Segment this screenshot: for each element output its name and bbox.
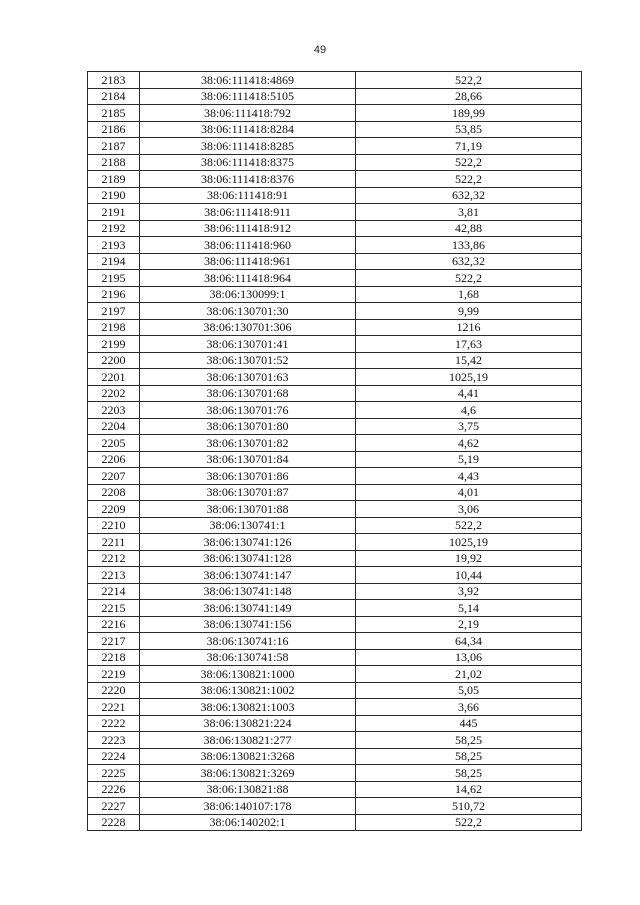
value-cell: 2,19 xyxy=(356,616,582,633)
cadastral-number-cell: 38:06:130701:68 xyxy=(140,385,356,402)
table-row xyxy=(88,517,582,534)
table-row xyxy=(88,699,582,716)
table-row xyxy=(88,352,582,369)
table-row xyxy=(88,171,582,188)
cadastral-number-cell: 38:06:130741:128 xyxy=(140,550,356,567)
row-number-cell: 2196 xyxy=(88,286,140,303)
row-number-cell: 2214 xyxy=(88,583,140,600)
table-row xyxy=(88,715,582,732)
cadastral-number-cell: 38:06:130701:30 xyxy=(140,303,356,320)
row-number-cell: 2209 xyxy=(88,501,140,518)
table-row xyxy=(88,105,582,122)
row-number-cell: 2183 xyxy=(88,72,140,89)
value-cell: 1025,19 xyxy=(356,534,582,551)
table-row xyxy=(88,319,582,336)
value-cell: 15,42 xyxy=(356,352,582,369)
value-cell: 445 xyxy=(356,715,582,732)
cadastral-number-cell: 38:06:130701:86 xyxy=(140,468,356,485)
row-number-cell: 2228 xyxy=(88,814,140,831)
table-row xyxy=(88,765,582,782)
row-number-cell: 2218 xyxy=(88,649,140,666)
row-number-cell: 2192 xyxy=(88,220,140,237)
row-number-cell: 2190 xyxy=(88,187,140,204)
value-cell: 19,92 xyxy=(356,550,582,567)
row-number-cell: 2204 xyxy=(88,418,140,435)
table-row xyxy=(88,666,582,683)
table-row xyxy=(88,534,582,551)
cadastral-number-cell: 38:06:111418:5105 xyxy=(140,88,356,105)
row-number-cell: 2194 xyxy=(88,253,140,270)
value-cell: 5,19 xyxy=(356,451,582,468)
table-row xyxy=(88,253,582,270)
table-row xyxy=(88,732,582,749)
row-number-cell: 2226 xyxy=(88,781,140,798)
cadastral-number-cell: 38:06:130701:84 xyxy=(140,451,356,468)
value-cell: 522,2 xyxy=(356,814,582,831)
table-row xyxy=(88,583,582,600)
value-cell: 4,62 xyxy=(356,435,582,452)
table-row xyxy=(88,270,582,287)
cadastral-number-cell: 38:06:111418:91 xyxy=(140,187,356,204)
table-row xyxy=(88,649,582,666)
cadastral-number-cell: 38:06:130701:306 xyxy=(140,319,356,336)
value-cell: 3,75 xyxy=(356,418,582,435)
cadastral-number-cell: 38:06:130821:88 xyxy=(140,781,356,798)
table-row xyxy=(88,600,582,617)
value-cell: 4,41 xyxy=(356,385,582,402)
table-row xyxy=(88,369,582,386)
row-number-cell: 2221 xyxy=(88,699,140,716)
row-number-cell: 2207 xyxy=(88,468,140,485)
value-cell: 14,62 xyxy=(356,781,582,798)
cadastral-number-cell: 38:06:130701:87 xyxy=(140,484,356,501)
table-row xyxy=(88,550,582,567)
row-number-cell: 2189 xyxy=(88,171,140,188)
cadastral-number-cell: 38:06:130701:76 xyxy=(140,402,356,419)
row-number-cell: 2191 xyxy=(88,204,140,221)
row-number-cell: 2206 xyxy=(88,451,140,468)
table-row xyxy=(88,501,582,518)
value-cell: 64,34 xyxy=(356,633,582,650)
cadastral-number-cell: 38:06:111418:911 xyxy=(140,204,356,221)
value-cell: 71,19 xyxy=(356,138,582,155)
cadastral-number-cell: 38:06:130741:149 xyxy=(140,600,356,617)
cadastral-number-cell: 38:06:130821:1003 xyxy=(140,699,356,716)
row-number-cell: 2198 xyxy=(88,319,140,336)
table-row xyxy=(88,633,582,650)
value-cell: 632,32 xyxy=(356,187,582,204)
row-number-cell: 2202 xyxy=(88,385,140,402)
cadastral-number-cell: 38:06:111418:961 xyxy=(140,253,356,270)
row-number-cell: 2211 xyxy=(88,534,140,551)
value-cell: 133,86 xyxy=(356,237,582,254)
table-row xyxy=(88,121,582,138)
table-row xyxy=(88,748,582,765)
value-cell: 5,05 xyxy=(356,682,582,699)
cadastral-number-cell: 38:06:130701:41 xyxy=(140,336,356,353)
value-cell: 522,2 xyxy=(356,154,582,171)
row-number-cell: 2186 xyxy=(88,121,140,138)
cadastral-number-cell: 38:06:111418:960 xyxy=(140,237,356,254)
value-cell: 53,85 xyxy=(356,121,582,138)
table-row xyxy=(88,336,582,353)
value-cell: 58,25 xyxy=(356,748,582,765)
cadastral-number-cell: 38:06:130821:1002 xyxy=(140,682,356,699)
value-cell: 3,81 xyxy=(356,204,582,221)
row-number-cell: 2197 xyxy=(88,303,140,320)
cadastral-number-cell: 38:06:130701:52 xyxy=(140,352,356,369)
row-number-cell: 2225 xyxy=(88,765,140,782)
cadastral-number-cell: 38:06:130821:224 xyxy=(140,715,356,732)
row-number-cell: 2187 xyxy=(88,138,140,155)
row-number-cell: 2213 xyxy=(88,567,140,584)
value-cell: 42,88 xyxy=(356,220,582,237)
value-cell: 522,2 xyxy=(356,72,582,89)
table-row xyxy=(88,468,582,485)
table-row xyxy=(88,798,582,815)
cadastral-number-cell: 38:06:130701:80 xyxy=(140,418,356,435)
row-number-cell: 2199 xyxy=(88,336,140,353)
cadastral-table xyxy=(87,71,582,831)
table-row xyxy=(88,451,582,468)
cadastral-number-cell: 38:06:130741:16 xyxy=(140,633,356,650)
cadastral-number-cell: 38:06:140202:1 xyxy=(140,814,356,831)
row-number-cell: 2203 xyxy=(88,402,140,419)
table-body xyxy=(88,72,582,831)
table-row xyxy=(88,418,582,435)
value-cell: 3,92 xyxy=(356,583,582,600)
cadastral-number-cell: 38:06:130821:1000 xyxy=(140,666,356,683)
value-cell: 4,01 xyxy=(356,484,582,501)
value-cell: 58,25 xyxy=(356,765,582,782)
value-cell: 28,66 xyxy=(356,88,582,105)
table-row xyxy=(88,484,582,501)
table-row xyxy=(88,814,582,831)
row-number-cell: 2220 xyxy=(88,682,140,699)
row-number-cell: 2188 xyxy=(88,154,140,171)
table-row xyxy=(88,72,582,89)
cadastral-number-cell: 38:06:130821:3269 xyxy=(140,765,356,782)
value-cell: 189,99 xyxy=(356,105,582,122)
row-number-cell: 2224 xyxy=(88,748,140,765)
value-cell: 4,43 xyxy=(356,468,582,485)
cadastral-number-cell: 38:06:130741:148 xyxy=(140,583,356,600)
value-cell: 3,66 xyxy=(356,699,582,716)
value-cell: 58,25 xyxy=(356,732,582,749)
row-number-cell: 2193 xyxy=(88,237,140,254)
page-number: 49 xyxy=(313,44,327,56)
row-number-cell: 2184 xyxy=(88,88,140,105)
table-row xyxy=(88,385,582,402)
table-row xyxy=(88,154,582,171)
cadastral-number-cell: 38:06:130701:88 xyxy=(140,501,356,518)
value-cell: 9,99 xyxy=(356,303,582,320)
value-cell: 1,68 xyxy=(356,286,582,303)
cadastral-number-cell: 38:06:130701:82 xyxy=(140,435,356,452)
value-cell: 3,06 xyxy=(356,501,582,518)
table-row xyxy=(88,402,582,419)
value-cell: 4,6 xyxy=(356,402,582,419)
row-number-cell: 2201 xyxy=(88,369,140,386)
row-number-cell: 2222 xyxy=(88,715,140,732)
value-cell: 522,2 xyxy=(356,517,582,534)
cadastral-number-cell: 38:06:111418:8376 xyxy=(140,171,356,188)
table-row xyxy=(88,138,582,155)
table-row xyxy=(88,220,582,237)
cadastral-number-cell: 38:06:111418:4869 xyxy=(140,72,356,89)
value-cell: 10,44 xyxy=(356,567,582,584)
cadastral-number-cell: 38:06:111418:8375 xyxy=(140,154,356,171)
row-number-cell: 2223 xyxy=(88,732,140,749)
table-row xyxy=(88,781,582,798)
cadastral-number-cell: 38:06:111418:8285 xyxy=(140,138,356,155)
table-row xyxy=(88,204,582,221)
cadastral-number-cell: 38:06:130741:58 xyxy=(140,649,356,666)
cadastral-number-cell: 38:06:130741:156 xyxy=(140,616,356,633)
cadastral-number-cell: 38:06:130741:1 xyxy=(140,517,356,534)
value-cell: 1216 xyxy=(356,319,582,336)
value-cell: 1025,19 xyxy=(356,369,582,386)
cadastral-number-cell: 38:06:130099:1 xyxy=(140,286,356,303)
row-number-cell: 2195 xyxy=(88,270,140,287)
value-cell: 5,14 xyxy=(356,600,582,617)
value-cell: 13,06 xyxy=(356,649,582,666)
value-cell: 21,02 xyxy=(356,666,582,683)
table-row xyxy=(88,303,582,320)
table-row xyxy=(88,88,582,105)
row-number-cell: 2216 xyxy=(88,616,140,633)
table-row xyxy=(88,567,582,584)
value-cell: 522,2 xyxy=(356,270,582,287)
row-number-cell: 2200 xyxy=(88,352,140,369)
cadastral-number-cell: 38:06:140107:178 xyxy=(140,798,356,815)
table-row xyxy=(88,286,582,303)
cadastral-number-cell: 38:06:130741:147 xyxy=(140,567,356,584)
row-number-cell: 2205 xyxy=(88,435,140,452)
cadastral-number-cell: 38:06:130701:63 xyxy=(140,369,356,386)
table-row xyxy=(88,435,582,452)
row-number-cell: 2212 xyxy=(88,550,140,567)
row-number-cell: 2208 xyxy=(88,484,140,501)
value-cell: 632,32 xyxy=(356,253,582,270)
table-row xyxy=(88,237,582,254)
cadastral-number-cell: 38:06:111418:964 xyxy=(140,270,356,287)
row-number-cell: 2227 xyxy=(88,798,140,815)
value-cell: 510,72 xyxy=(356,798,582,815)
row-number-cell: 2215 xyxy=(88,600,140,617)
table-row xyxy=(88,616,582,633)
cadastral-number-cell: 38:06:111418:792 xyxy=(140,105,356,122)
cadastral-number-cell: 38:06:130821:3268 xyxy=(140,748,356,765)
row-number-cell: 2217 xyxy=(88,633,140,650)
cadastral-number-cell: 38:06:130741:126 xyxy=(140,534,356,551)
row-number-cell: 2219 xyxy=(88,666,140,683)
table-row xyxy=(88,187,582,204)
cadastral-number-cell: 38:06:111418:912 xyxy=(140,220,356,237)
cadastral-number-cell: 38:06:130821:277 xyxy=(140,732,356,749)
value-cell: 522,2 xyxy=(356,171,582,188)
table-row xyxy=(88,682,582,699)
value-cell: 17,63 xyxy=(356,336,582,353)
cadastral-number-cell: 38:06:111418:8284 xyxy=(140,121,356,138)
row-number-cell: 2185 xyxy=(88,105,140,122)
row-number-cell: 2210 xyxy=(88,517,140,534)
